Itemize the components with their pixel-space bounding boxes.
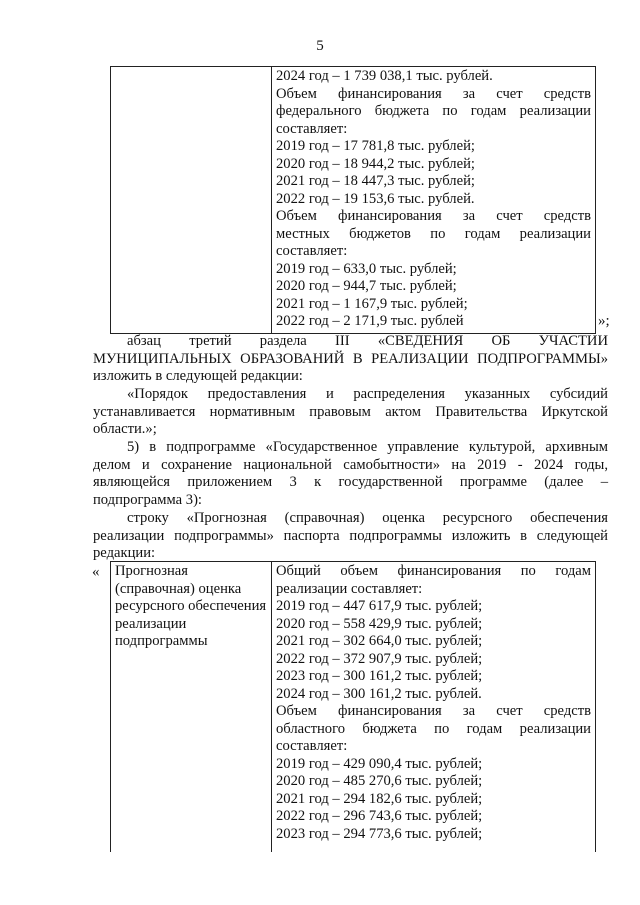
text-line: 2020 год – 558 429,9 тыс. рублей; — [276, 615, 483, 632]
table2-left-cell — [111, 562, 272, 852]
text-line: редакции: — [93, 545, 156, 561]
text-line: местных бюджетов по годам реализации — [276, 225, 591, 242]
text-line: составляет: — [276, 120, 348, 137]
text-line: являющейся приложением 3 к государственной программе (далее – — [93, 474, 608, 490]
text-line: 2022 год – 2 171,9 тыс. рублей — [276, 313, 464, 329]
text-line: 2023 год – 294 773,6 тыс. рублей; — [276, 825, 483, 842]
text-line: строку «Прогнозная (справочная) оценка ресурсного обеспечения — [127, 510, 608, 526]
text-line: 2024 год – 300 161,2 тыс. рублей. — [276, 685, 482, 702]
text-line: составляет: — [276, 243, 348, 259]
paragraph-item-5 — [93, 439, 608, 509]
text-line: 2019 год – 633,0 тыс. рублей; — [276, 260, 457, 277]
page-number: 5 — [316, 38, 324, 54]
paragraph-abzac — [93, 333, 608, 386]
text-line: 2021 год – 302 664,0 тыс. рублей; — [276, 633, 483, 649]
text-line: 2021 год – 294 182,6 тыс. рублей; — [276, 790, 483, 807]
text-line: реализации — [115, 615, 187, 632]
text-line: 2020 год – 485 270,6 тыс. рублей; — [276, 773, 483, 789]
text-line: Объем финансирования за счет средств — [276, 703, 591, 719]
text-line: подпрограмма 3): — [93, 491, 202, 508]
table2-right-cell — [272, 562, 595, 852]
text-line: Объем финансирования за счет средств — [276, 85, 591, 102]
text-line: областного бюджета по годам реализации — [276, 720, 591, 737]
text-line: 2019 год – 17 781,8 тыс. рублей; — [276, 138, 475, 154]
table1-right-cell — [272, 67, 595, 333]
text-line: 2019 год – 429 090,4 тыс. рублей; — [276, 755, 483, 772]
text-line: Прогнозная — [115, 563, 188, 579]
paragraph-order — [93, 386, 608, 439]
text-line: федерального бюджета по годам реализации — [276, 103, 591, 119]
text-line: Общий объем финансирования по годам — [276, 563, 591, 579]
funding-table-subprogram-3 — [110, 561, 596, 852]
text-line: подпрограммы — [115, 633, 208, 649]
closing-quote: »; — [598, 313, 610, 329]
text-line: 2024 год – 1 739 038,1 тыс. рублей. — [276, 68, 493, 84]
text-line: изложить в следующей редакции: — [93, 368, 303, 384]
text-line: ресурсного обеспечения — [115, 598, 267, 614]
opening-quote: « — [92, 564, 100, 580]
text-line: делом и сохранение национальной самобытности» на 2019 - 2024 годы, — [93, 456, 608, 473]
text-line: области.»; — [93, 421, 157, 437]
text-line: 5) в подпрограмме «Государственное управление культурой, архивным — [127, 439, 608, 455]
text-line: 2022 год – 372 907,9 тыс. рублей; — [276, 650, 483, 667]
text-line: 2021 год – 18 447,3 тыс. рублей; — [276, 173, 475, 189]
text-line: 2019 год – 447 617,9 тыс. рублей; — [276, 598, 483, 614]
text-line: 2021 год – 1 167,9 тыс. рублей; — [276, 295, 468, 312]
text-line: 2022 год – 19 153,6 тыс. рублей. — [276, 190, 475, 207]
text-line: реализации составляет: — [276, 580, 423, 597]
paragraph-row — [93, 510, 608, 563]
text-line: (справочная) оценка — [115, 580, 242, 597]
text-line: составляет: — [276, 738, 348, 754]
text-line: Объем финансирования за счет средств — [276, 208, 591, 224]
text-line: 2020 год – 18 944,2 тыс. рублей; — [276, 155, 475, 172]
text-line: «Порядок предоставления и распределения указанных субсидий — [127, 386, 608, 402]
text-line: реализации подпрограммы» паспорта подпрограммы изложить в следующей — [93, 527, 608, 544]
text-line: 2022 год – 296 743,6 тыс. рублей; — [276, 808, 483, 824]
table1-left-cell — [111, 67, 272, 333]
text-line: МУНИЦИПАЛЬНЫХ ОБРАЗОВАНИЙ В РЕАЛИЗАЦИИ ПОДПРОГРАММЫ» — [93, 350, 608, 367]
funding-table-continuation — [110, 66, 596, 334]
text-line: устанавливается нормативным правовым актом Правительства Иркутской — [93, 403, 608, 420]
text-line: 2023 год – 300 161,2 тыс. рублей; — [276, 668, 483, 684]
text-line: абзац третий раздела III «СВЕДЕНИЯ ОБ УЧАСТИИ — [127, 333, 608, 349]
text-line: 2020 год – 944,7 тыс. рублей; — [276, 278, 457, 294]
